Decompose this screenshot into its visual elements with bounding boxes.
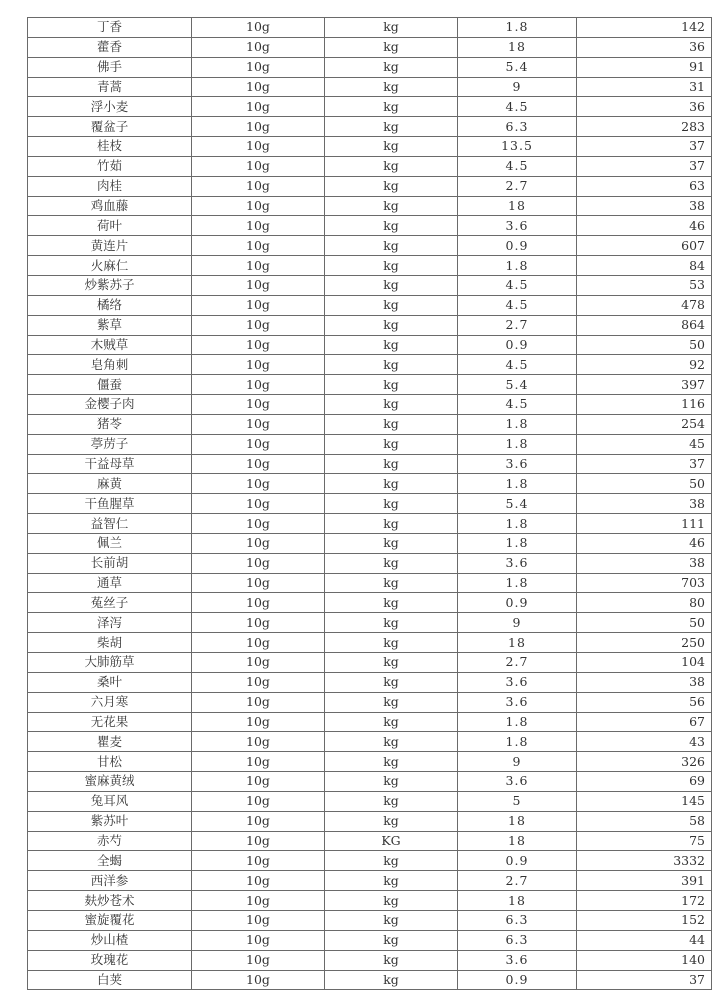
unit-cell: kg xyxy=(325,553,458,573)
quantity-cell: 3.6 xyxy=(458,772,577,792)
herb-name-cell: 浮小麦 xyxy=(28,97,192,117)
table-row xyxy=(28,454,712,474)
quantity-cell: 0.9 xyxy=(458,236,577,256)
unit-cell: kg xyxy=(325,593,458,613)
unit-cell: kg xyxy=(325,18,458,38)
table-row xyxy=(28,613,712,633)
price-cell: 397 xyxy=(577,375,712,395)
unit-cell: kg xyxy=(325,712,458,732)
unit-cell: kg xyxy=(325,910,458,930)
unit-cell: kg xyxy=(325,434,458,454)
spec-cell: 10g xyxy=(192,553,325,573)
spec-cell: 10g xyxy=(192,910,325,930)
quantity-cell: 5.4 xyxy=(458,494,577,514)
table-row xyxy=(28,910,712,930)
quantity-cell: 1.8 xyxy=(458,712,577,732)
unit-cell: kg xyxy=(325,395,458,415)
price-cell: 36 xyxy=(577,37,712,57)
quantity-cell: 0.9 xyxy=(458,335,577,355)
quantity-cell: 1.8 xyxy=(458,256,577,276)
herb-name-cell: 木贼草 xyxy=(28,335,192,355)
quantity-cell: 9 xyxy=(458,752,577,772)
price-cell: 326 xyxy=(577,752,712,772)
price-cell: 45 xyxy=(577,434,712,454)
quantity-cell: 2.7 xyxy=(458,871,577,891)
unit-cell: kg xyxy=(325,851,458,871)
spec-cell: 10g xyxy=(192,672,325,692)
quantity-cell: 1.8 xyxy=(458,533,577,553)
spec-cell: 10g xyxy=(192,692,325,712)
table-row xyxy=(28,653,712,673)
spec-cell: 10g xyxy=(192,57,325,77)
price-table xyxy=(27,17,712,990)
unit-cell: kg xyxy=(325,474,458,494)
unit-cell: kg xyxy=(325,335,458,355)
spec-cell: 10g xyxy=(192,156,325,176)
herb-name-cell: 蜜旋覆花 xyxy=(28,910,192,930)
table-row xyxy=(28,712,712,732)
unit-cell: kg xyxy=(325,692,458,712)
herb-name-cell: 全蝎 xyxy=(28,851,192,871)
price-cell: 46 xyxy=(577,533,712,553)
price-cell: 50 xyxy=(577,474,712,494)
herb-name-cell: 大肺筋草 xyxy=(28,653,192,673)
price-cell: 36 xyxy=(577,97,712,117)
spec-cell: 10g xyxy=(192,851,325,871)
price-cell: 703 xyxy=(577,573,712,593)
table-row xyxy=(28,851,712,871)
spec-cell: 10g xyxy=(192,573,325,593)
herb-name-cell: 金樱子肉 xyxy=(28,395,192,415)
price-cell: 43 xyxy=(577,732,712,752)
herb-name-cell: 菟丝子 xyxy=(28,593,192,613)
price-cell: 140 xyxy=(577,950,712,970)
price-cell: 67 xyxy=(577,712,712,732)
herb-name-cell: 干鱼腥草 xyxy=(28,494,192,514)
quantity-cell: 3.6 xyxy=(458,672,577,692)
spec-cell: 10g xyxy=(192,375,325,395)
herb-name-cell: 橘络 xyxy=(28,295,192,315)
unit-cell: kg xyxy=(325,772,458,792)
table-body xyxy=(28,18,712,990)
price-cell: 69 xyxy=(577,772,712,792)
unit-cell: kg xyxy=(325,97,458,117)
unit-cell: kg xyxy=(325,156,458,176)
herb-name-cell: 丁香 xyxy=(28,18,192,38)
unit-cell: kg xyxy=(325,295,458,315)
quantity-cell: 4.5 xyxy=(458,97,577,117)
herb-name-cell: 鸡血藤 xyxy=(28,196,192,216)
price-cell: 864 xyxy=(577,315,712,335)
unit-cell: kg xyxy=(325,811,458,831)
unit-cell: kg xyxy=(325,275,458,295)
spec-cell: 10g xyxy=(192,37,325,57)
price-cell: 63 xyxy=(577,176,712,196)
spec-cell: 10g xyxy=(192,970,325,990)
herb-name-cell: 益智仁 xyxy=(28,514,192,534)
spec-cell: 10g xyxy=(192,335,325,355)
price-cell: 38 xyxy=(577,553,712,573)
quantity-cell: 4.5 xyxy=(458,275,577,295)
herb-name-cell: 甘松 xyxy=(28,752,192,772)
price-cell: 56 xyxy=(577,692,712,712)
table-row xyxy=(28,256,712,276)
herb-name-cell: 白荚 xyxy=(28,970,192,990)
price-cell: 80 xyxy=(577,593,712,613)
herb-name-cell: 紫苏叶 xyxy=(28,811,192,831)
quantity-cell: 3.6 xyxy=(458,454,577,474)
quantity-cell: 0.9 xyxy=(458,593,577,613)
table-row xyxy=(28,752,712,772)
spec-cell: 10g xyxy=(192,295,325,315)
quantity-cell: 3.6 xyxy=(458,950,577,970)
quantity-cell: 4.5 xyxy=(458,156,577,176)
table-row xyxy=(28,533,712,553)
quantity-cell: 1.8 xyxy=(458,474,577,494)
table-row xyxy=(28,18,712,38)
quantity-cell: 1.8 xyxy=(458,18,577,38)
herb-name-cell: 葶苈子 xyxy=(28,434,192,454)
quantity-cell: 9 xyxy=(458,77,577,97)
price-cell: 172 xyxy=(577,891,712,911)
quantity-cell: 1.8 xyxy=(458,573,577,593)
herb-name-cell: 竹茹 xyxy=(28,156,192,176)
price-cell: 46 xyxy=(577,216,712,236)
price-cell: 84 xyxy=(577,256,712,276)
price-cell: 50 xyxy=(577,613,712,633)
price-cell: 3332 xyxy=(577,851,712,871)
quantity-cell: 3.6 xyxy=(458,553,577,573)
table-row xyxy=(28,970,712,990)
unit-cell: kg xyxy=(325,613,458,633)
unit-cell: kg xyxy=(325,752,458,772)
unit-cell: kg xyxy=(325,77,458,97)
herb-name-cell: 兔耳风 xyxy=(28,791,192,811)
quantity-cell: 3.6 xyxy=(458,216,577,236)
unit-cell: kg xyxy=(325,375,458,395)
table-row xyxy=(28,295,712,315)
unit-cell: kg xyxy=(325,573,458,593)
table-row xyxy=(28,395,712,415)
unit-cell: kg xyxy=(325,930,458,950)
spec-cell: 10g xyxy=(192,256,325,276)
unit-cell: kg xyxy=(325,533,458,553)
herb-name-cell: 桑叶 xyxy=(28,672,192,692)
table-row xyxy=(28,375,712,395)
unit-cell: kg xyxy=(325,236,458,256)
table-row xyxy=(28,573,712,593)
quantity-cell: 2.7 xyxy=(458,315,577,335)
table-row xyxy=(28,137,712,157)
spec-cell: 10g xyxy=(192,930,325,950)
spec-cell: 10g xyxy=(192,494,325,514)
quantity-cell: 1.8 xyxy=(458,414,577,434)
quantity-cell: 18 xyxy=(458,831,577,851)
spec-cell: 10g xyxy=(192,474,325,494)
price-cell: 391 xyxy=(577,871,712,891)
price-cell: 478 xyxy=(577,295,712,315)
table-row xyxy=(28,196,712,216)
price-cell: 116 xyxy=(577,395,712,415)
price-cell: 37 xyxy=(577,156,712,176)
herb-name-cell: 覆盆子 xyxy=(28,117,192,137)
spec-cell: 10g xyxy=(192,236,325,256)
spec-cell: 10g xyxy=(192,752,325,772)
unit-cell: kg xyxy=(325,216,458,236)
table-row xyxy=(28,930,712,950)
unit-cell: kg xyxy=(325,950,458,970)
herb-name-cell: 佛手 xyxy=(28,57,192,77)
herb-name-cell: 桂枝 xyxy=(28,137,192,157)
price-cell: 145 xyxy=(577,791,712,811)
herb-name-cell: 皂角刺 xyxy=(28,355,192,375)
table-row xyxy=(28,494,712,514)
herb-name-cell: 黄连片 xyxy=(28,236,192,256)
table-row xyxy=(28,772,712,792)
herb-name-cell: 瞿麦 xyxy=(28,732,192,752)
price-cell: 254 xyxy=(577,414,712,434)
table-row xyxy=(28,275,712,295)
quantity-cell: 18 xyxy=(458,196,577,216)
unit-cell: kg xyxy=(325,791,458,811)
spec-cell: 10g xyxy=(192,117,325,137)
table-row xyxy=(28,77,712,97)
unit-cell: kg xyxy=(325,653,458,673)
table-row xyxy=(28,57,712,77)
spec-cell: 10g xyxy=(192,196,325,216)
quantity-cell: 1.8 xyxy=(458,514,577,534)
herb-name-cell: 无花果 xyxy=(28,712,192,732)
herb-name-cell: 炒紫苏子 xyxy=(28,275,192,295)
spec-cell: 10g xyxy=(192,831,325,851)
spec-cell: 10g xyxy=(192,77,325,97)
spec-cell: 10g xyxy=(192,414,325,434)
herb-name-cell: 荷叶 xyxy=(28,216,192,236)
spec-cell: 10g xyxy=(192,593,325,613)
herb-name-cell: 僵蚕 xyxy=(28,375,192,395)
price-cell: 91 xyxy=(577,57,712,77)
spec-cell: 10g xyxy=(192,891,325,911)
spec-cell: 10g xyxy=(192,633,325,653)
table-row xyxy=(28,434,712,454)
unit-cell: kg xyxy=(325,672,458,692)
unit-cell: kg xyxy=(325,315,458,335)
quantity-cell: 18 xyxy=(458,811,577,831)
spec-cell: 10g xyxy=(192,791,325,811)
herb-name-cell: 泽泻 xyxy=(28,613,192,633)
quantity-cell: 5.4 xyxy=(458,375,577,395)
spec-cell: 10g xyxy=(192,514,325,534)
spec-cell: 10g xyxy=(192,137,325,157)
unit-cell: kg xyxy=(325,137,458,157)
price-cell: 31 xyxy=(577,77,712,97)
spec-cell: 10g xyxy=(192,355,325,375)
table-row xyxy=(28,831,712,851)
table-row xyxy=(28,593,712,613)
spec-cell: 10g xyxy=(192,772,325,792)
herb-name-cell: 紫草 xyxy=(28,315,192,335)
spec-cell: 10g xyxy=(192,97,325,117)
herb-name-cell: 青蒿 xyxy=(28,77,192,97)
spec-cell: 10g xyxy=(192,275,325,295)
quantity-cell: 0.9 xyxy=(458,970,577,990)
herb-name-cell: 柴胡 xyxy=(28,633,192,653)
table-row xyxy=(28,355,712,375)
unit-cell: kg xyxy=(325,196,458,216)
unit-cell: kg xyxy=(325,732,458,752)
quantity-cell: 6.3 xyxy=(458,910,577,930)
table-row xyxy=(28,553,712,573)
price-cell: 37 xyxy=(577,454,712,474)
unit-cell: kg xyxy=(325,37,458,57)
quantity-cell: 2.7 xyxy=(458,653,577,673)
price-cell: 50 xyxy=(577,335,712,355)
table-row xyxy=(28,156,712,176)
unit-cell: kg xyxy=(325,176,458,196)
quantity-cell: 1.8 xyxy=(458,434,577,454)
herb-name-cell: 六月寒 xyxy=(28,692,192,712)
price-cell: 37 xyxy=(577,137,712,157)
table-row xyxy=(28,672,712,692)
table-row xyxy=(28,97,712,117)
unit-cell: kg xyxy=(325,633,458,653)
quantity-cell: 5.4 xyxy=(458,57,577,77)
herb-name-cell: 西洋参 xyxy=(28,871,192,891)
spec-cell: 10g xyxy=(192,315,325,335)
unit-cell: kg xyxy=(325,871,458,891)
table-row xyxy=(28,514,712,534)
table-row xyxy=(28,37,712,57)
price-cell: 111 xyxy=(577,514,712,534)
herb-name-cell: 麸炒苍术 xyxy=(28,891,192,911)
price-cell: 38 xyxy=(577,672,712,692)
table-row xyxy=(28,871,712,891)
spec-cell: 10g xyxy=(192,395,325,415)
table-row xyxy=(28,891,712,911)
herb-name-cell: 长前胡 xyxy=(28,553,192,573)
quantity-cell: 18 xyxy=(458,633,577,653)
price-cell: 607 xyxy=(577,236,712,256)
price-cell: 44 xyxy=(577,930,712,950)
table-row xyxy=(28,236,712,256)
herb-name-cell: 炒山楂 xyxy=(28,930,192,950)
quantity-cell: 3.6 xyxy=(458,692,577,712)
herb-name-cell: 麻黄 xyxy=(28,474,192,494)
price-cell: 75 xyxy=(577,831,712,851)
herb-name-cell: 赤芍 xyxy=(28,831,192,851)
herb-name-cell: 佩兰 xyxy=(28,533,192,553)
quantity-cell: 6.3 xyxy=(458,117,577,137)
herb-name-cell: 肉桂 xyxy=(28,176,192,196)
price-cell: 37 xyxy=(577,970,712,990)
table-row xyxy=(28,633,712,653)
spec-cell: 10g xyxy=(192,18,325,38)
price-cell: 104 xyxy=(577,653,712,673)
price-cell: 38 xyxy=(577,494,712,514)
quantity-cell: 0.9 xyxy=(458,851,577,871)
unit-cell: kg xyxy=(325,494,458,514)
spec-cell: 10g xyxy=(192,434,325,454)
price-cell: 92 xyxy=(577,355,712,375)
herb-name-cell: 玫瑰花 xyxy=(28,950,192,970)
quantity-cell: 5 xyxy=(458,791,577,811)
unit-cell: kg xyxy=(325,57,458,77)
quantity-cell: 2.7 xyxy=(458,176,577,196)
price-cell: 250 xyxy=(577,633,712,653)
spec-cell: 10g xyxy=(192,653,325,673)
spec-cell: 10g xyxy=(192,216,325,236)
table-row xyxy=(28,811,712,831)
price-cell: 152 xyxy=(577,910,712,930)
price-cell: 142 xyxy=(577,18,712,38)
herb-name-cell: 火麻仁 xyxy=(28,256,192,276)
spec-cell: 10g xyxy=(192,613,325,633)
quantity-cell: 9 xyxy=(458,613,577,633)
quantity-cell: 6.3 xyxy=(458,930,577,950)
herb-name-cell: 通草 xyxy=(28,573,192,593)
table-row xyxy=(28,474,712,494)
price-cell: 38 xyxy=(577,196,712,216)
spec-cell: 10g xyxy=(192,732,325,752)
table-row xyxy=(28,216,712,236)
quantity-cell: 18 xyxy=(458,37,577,57)
quantity-cell: 4.5 xyxy=(458,395,577,415)
unit-cell: kg xyxy=(325,891,458,911)
spec-cell: 10g xyxy=(192,871,325,891)
table-row xyxy=(28,176,712,196)
quantity-cell: 4.5 xyxy=(458,295,577,315)
price-cell: 53 xyxy=(577,275,712,295)
unit-cell: kg xyxy=(325,970,458,990)
table-row xyxy=(28,117,712,137)
table-row xyxy=(28,732,712,752)
unit-cell: kg xyxy=(325,355,458,375)
table-row xyxy=(28,791,712,811)
unit-cell: KG xyxy=(325,831,458,851)
quantity-cell: 13.5 xyxy=(458,137,577,157)
quantity-cell: 18 xyxy=(458,891,577,911)
table-row xyxy=(28,692,712,712)
table-row xyxy=(28,414,712,434)
price-cell: 283 xyxy=(577,117,712,137)
spec-cell: 10g xyxy=(192,176,325,196)
herb-name-cell: 干益母草 xyxy=(28,454,192,474)
quantity-cell: 4.5 xyxy=(458,355,577,375)
price-cell: 58 xyxy=(577,811,712,831)
quantity-cell: 1.8 xyxy=(458,732,577,752)
spec-cell: 10g xyxy=(192,950,325,970)
unit-cell: kg xyxy=(325,414,458,434)
unit-cell: kg xyxy=(325,514,458,534)
table-row xyxy=(28,315,712,335)
herb-name-cell: 蜜麻黄绒 xyxy=(28,772,192,792)
unit-cell: kg xyxy=(325,117,458,137)
spec-cell: 10g xyxy=(192,811,325,831)
table-row xyxy=(28,950,712,970)
herb-name-cell: 猪苓 xyxy=(28,414,192,434)
unit-cell: kg xyxy=(325,256,458,276)
spec-cell: 10g xyxy=(192,712,325,732)
table-row xyxy=(28,335,712,355)
spec-cell: 10g xyxy=(192,454,325,474)
herb-name-cell: 藿香 xyxy=(28,37,192,57)
spec-cell: 10g xyxy=(192,533,325,553)
unit-cell: kg xyxy=(325,454,458,474)
